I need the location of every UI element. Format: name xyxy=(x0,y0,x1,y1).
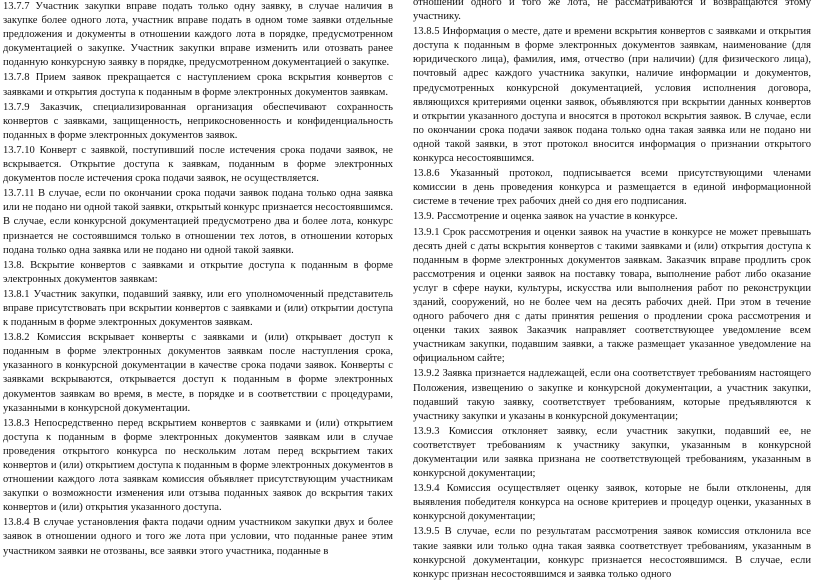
paragraph-13-7-9: 13.7.9 Заказчик, специализированная организация обеспечивают сохранность конвертов с заявками, защищенность, неприкосновенность и конфиденциальность поданных в форме электронных документов заявок. xyxy=(3,101,393,141)
paragraph-13-7-10: 13.7.10 Конверт с заявкой, поступивший после истечения срока подачи заявок, не вскрывается. Открытие доступа к заявкам, поданным в форме электронных документов после истечения срока подачи заявок, не осуществляется. xyxy=(3,144,393,185)
paragraph-13-9-5: 13.9.5 В случае, если по результатам рассмотрения заявок комиссия отклонила все такие заявки или только одна такая заявка соответствует требованиям, указанным в конкурсной документации, конкурс признается несостоявшимся. В случае, если конкурс признан несостоявшимся и заявка только одного xyxy=(413,526,811,580)
section-heading-13-8: 13.8. Вскрытие конвертов с заявками и открытие доступа к поданным в форме электронных документов заявкам: xyxy=(3,259,393,285)
paragraph-13-9-3: 13.9.3 Комиссия отклоняет заявку, если участник закупки, подавший ее, не соответствует требованиям к участнику закупки, указанным в конкурсной документации или заявка признана не соответствующей требованиям, указанным в конкурсной документации; xyxy=(413,425,811,480)
paragraph-13-8-1: 13.8.1 Участник закупки, подавший заявку, или его уполномоченный представитель вправе присутствовать при вскрытии конвертов с заявками и (или) открытии доступа к поданным в форме электронных документов заявкам. xyxy=(3,288,393,329)
paragraph-13-9-2: 13.9.2 Заявка признается надлежащей, если она соответствует требованиям настоящего Положения, извещению о закупке и конкурсной документации, а участник закупки, подавший такую заявку, соответствует требованиям, которые предъявляются к участнику закупки и указаны в конкурсной документации; xyxy=(413,368,811,422)
paragraph-13-7-7: 13.7.7 Участник закупки вправе подать только одну заявку, в случае наличия в закупке более одного лота, участник вправе подать в одном томе заявки отдельные предложения и документы в отношении каждого лота в порядке, предусмотренном документацией о закупке. Участник закупки вправе изменить или отозвать ранее поданную конкурсную заявку в порядке, предусмотренном документацией о закупке. xyxy=(3,1,393,69)
paragraph-13-8-4: 13.8.4 В случае установления факта подачи одним участником закупки двух и более заявок в отношении одного и того же лота при условии, что поданные ранее этим участником заявки не отозваны, все заявки этого участника, поданные в xyxy=(3,517,393,557)
paragraph-13-8-2: 13.8.2 Комиссия вскрывает конверты с заявками и (или) открывает доступ к поданным в форме электронных документов заявкам после наступления срока, указанного в конкурсной документации в качестве срока подачи заявок. Конверты с заявками вскрываются, открывается доступ к поданным в форме электронных документов заявкам во время, в месте, в порядке и в соответствии с процедурами, указанными в конкурсной документации. xyxy=(3,332,393,414)
paragraph-13-8-6: 13.8.6 Указанный протокол, подписывается всеми присутствующими членами комиссии в день проведения конкурса и размещается в единой информационной системе в течение трех рабочих дней со дня его подписания. xyxy=(413,168,811,208)
left-column xyxy=(3,0,393,559)
section-heading-13-9: 13.9. Рассмотрение и оценка заявок на участие в конкурсе. xyxy=(413,211,678,223)
paragraph-13-9-4: 13.9.4 Комиссия осуществляет оценку заявок, которые не были отклонены, для выявления победителя конкурса на основе критериев и процедур оценки, указанных в конкурсной документации; xyxy=(413,483,811,523)
paragraph-13-8-4-continued: отношении одного и того же лота, не рассматриваются и возвращаются этому участнику. xyxy=(413,0,811,23)
paragraph-13-8-3: 13.8.3 Непосредственно перед вскрытием конвертов с заявками и (или) открытием доступа к поданным в форме электронных документов заявкам или в случае проведения открытого конкурса по нескольким лотам перед вскрытием таких конвертов и (или) открытием доступа к поданным в форме электронных документов в отношении каждого лота заявкам комиссия объявляет присутствующим участникам закупки о возможности изменения или отзыва поданных заявок до вскрытия таких конвертов и (или) открытия указанного доступа. xyxy=(3,417,393,514)
paragraph-13-7-8: 13.7.8 Прием заявок прекращается с наступлением срока вскрытия конвертов с заявками и открытия доступа к поданным в форме электронных документов заявкам. xyxy=(3,72,393,98)
right-column xyxy=(413,0,811,582)
paragraph-13-7-11: 13.7.11 В случае, если по окончании срока подачи заявок подана только одна заявка или не подано ни одной такой заявки, открытый конкурс признается несостоявшимся. В случае, если конкурсной документацией предусмотрено два и более лота, конкурс признается не состоявшимся только в отношении тех лотов, в отношении которых подана только одна заявка или не подано ни одной такой заявки. xyxy=(3,188,393,256)
paragraph-13-8-5: 13.8.5 Информация о месте, дате и времени вскрытия конвертов с заявками и открытия доступа к поданным в форме электронных документов заявкам, наименование (для юридического лица), фамилия, имя, отчество (при наличии) (для физического лица), почтовый адрес каждого участника закупки, наличие информации и документов, предусмотренных конкурсной документацией, условия исполнения договора, являющихся критериями оценки заявок, объявляются при вскрытии данных конвертов и открытии указанного доступа и вносятся в протокол вскрытия заявок. В случае, если по окончании срока подачи заявок подана только одна такая заявка или не подано ни одной такой заявки, в этот протокол вносится информация о признании открытого конкурса несостоявшимся. xyxy=(413,26,811,165)
paragraph-13-9-1: 13.9.1 Срок рассмотрения и оценки заявок на участие в конкурсе не может превышать десять дней с даты вскрытия конвертов с такими заявками и (или) открытия доступа к поданным в форме электронных документов заявкам. Заказчик вправе продлить срок рассмотрения и оценки заявок на поставку товара, выполнение работ либо оказание услуг в сфере науки, культуры, искусства или выполнения работ по реконструкции зданий, сооружений, но не более чем на десять рабочих дней. При этом в течение одного рабочего дня с даты принятия решения о продлении срока рассмотрения и оценки таких заявок Заказчик направляет соответствующее уведомление всем участникам закупки, подавшим заявки, а также размещает указанное уведомление на официальном сайте; xyxy=(413,226,811,365)
